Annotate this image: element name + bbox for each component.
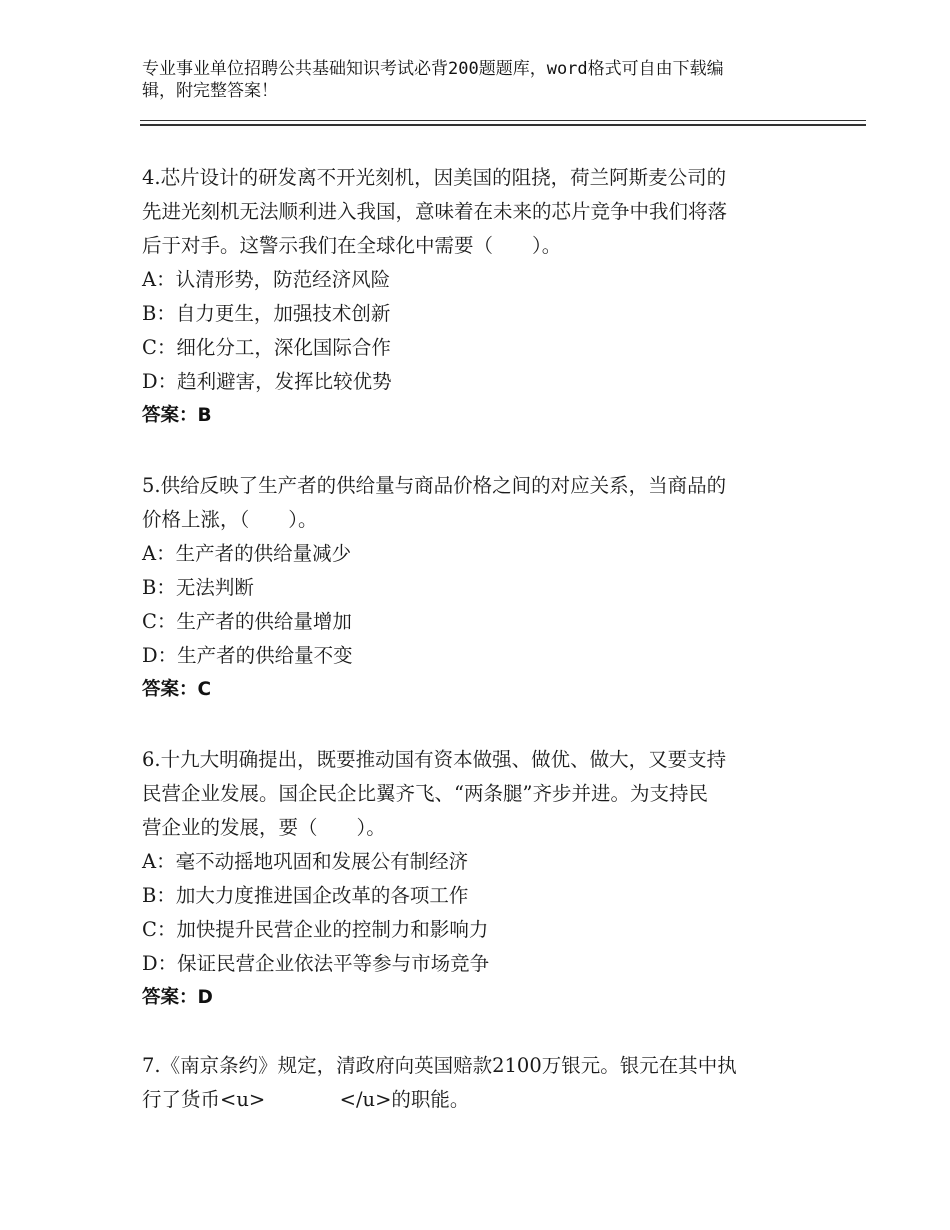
option-b: B：加大力度推进国企改革的各项工作 [142,884,469,907]
question-4 [142,161,812,433]
header-line-1: 专业事业单位招聘公共基础知识考试必背200题题库，word格式可自由下载编 [142,59,724,79]
header-rule-thick [140,124,866,126]
question-text-line: 价格上涨，（ ）。 [142,508,318,531]
option-d: D：生产者的供给量不变 [142,644,353,667]
question-7 [142,1049,812,1117]
question-text-line: 营企业的发展，要（ ）。 [142,816,386,839]
question-text-line: 行了货币<u> </u>的职能。 [142,1088,470,1111]
option-b: B：自力更生，加强技术创新 [142,302,391,325]
answer: 答案：C [142,679,212,700]
question-5 [142,469,812,707]
question-text-line: 民营企业发展。国企民企比翼齐飞、“两条腿”齐步并进。为支持民 [142,782,708,805]
option-c: C：生产者的供给量增加 [142,610,352,633]
question-text-line: 先进光刻机无法顺利进入我国，意味着在未来的芯片竞争中我们将落 [142,200,728,223]
option-a: A：生产者的供给量减少 [142,542,352,565]
question-6 [142,743,812,1015]
header-line-2: 辑，附完整答案！ [142,81,278,101]
option-d: D：保证民营企业依法平等参与市场竞争 [142,952,490,975]
option-c: C：细化分工，深化国际合作 [142,336,391,359]
option-a: A：毫不动摇地巩固和发展公有制经济 [142,850,469,873]
question-text-line: 后于对手。这警示我们在全球化中需要（ ）。 [142,234,562,257]
question-text-line: 6.十九大明确提出，既要推动国有资本做强、做优、做大，又要支持 [142,748,727,771]
answer: 答案：B [142,405,212,426]
answer: 答案：D [142,987,213,1008]
document-header [142,58,822,102]
option-d: D：趋利避害，发挥比较优势 [142,370,392,393]
question-text-line: 7.《南京条约》规定，清政府向英国赔款2100万银元。银元在其中执 [142,1054,737,1077]
header-rule-thin [140,120,866,121]
option-b: B：无法判断 [142,576,254,599]
option-a: A：认清形势，防范经济风险 [142,268,391,291]
question-text-line: 4.芯片设计的研发离不开光刻机，因美国的阻挠，荷兰阿斯麦公司的 [142,166,727,189]
question-text-line: 5.供给反映了生产者的供给量与商品价格之间的对应关系，当商品的 [142,474,727,497]
option-c: C：加快提升民营企业的控制力和影响力 [142,918,489,941]
